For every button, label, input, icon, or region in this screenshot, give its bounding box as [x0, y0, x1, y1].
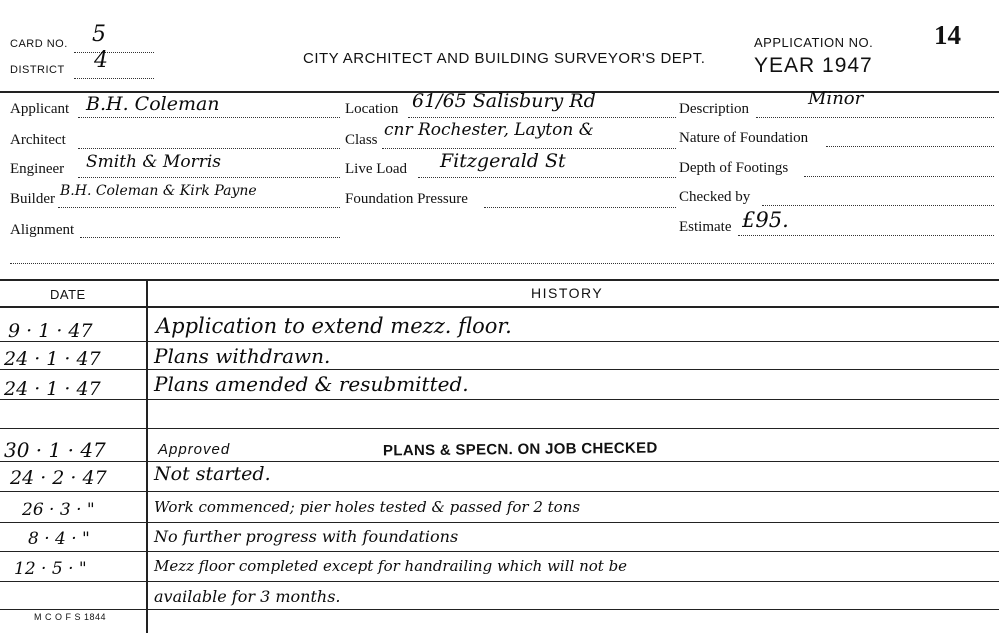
description-line	[756, 117, 994, 118]
row-history: No further progress with foundations	[154, 527, 459, 546]
row-date: 30 · 1 · 47	[4, 438, 106, 462]
checked-line	[762, 205, 994, 206]
row-rule	[0, 428, 999, 429]
engineer-line	[78, 177, 340, 178]
builder-label: Builder	[10, 191, 55, 207]
row-date: 26 · 3 · "	[22, 500, 95, 520]
engineer-value: Smith & Morris	[86, 152, 221, 172]
row-history: Approved	[158, 441, 231, 458]
table-top-rule	[0, 279, 999, 281]
checked-label: Checked by	[679, 189, 751, 205]
builder-value: B.H. Coleman & Kirk Payne	[60, 183, 257, 199]
liveload-line	[418, 177, 676, 178]
approval-stamp: PLANS & SPECN. ON JOB CHECKED	[382, 439, 658, 460]
builder-line	[58, 207, 340, 208]
liveload-label: Live Load	[345, 161, 408, 177]
class-label: Class	[345, 132, 378, 148]
applicant-label: Applicant	[10, 101, 70, 117]
location-value: 61/65 Salisbury Rd	[412, 90, 596, 112]
row-history: Not started.	[154, 463, 271, 485]
nature-line	[826, 146, 994, 147]
date-header: DATE	[50, 287, 86, 302]
foundation-pressure-label: Foundation Pressure	[345, 191, 468, 207]
year-label: YEAR 1947	[754, 54, 873, 77]
dept-title: CITY ARCHITECT AND BUILDING SURVEYOR'S DEPT.	[303, 50, 706, 67]
row-date: 24 · 1 · 47	[4, 378, 101, 400]
card-no-line	[74, 52, 154, 53]
architect-line	[78, 148, 340, 149]
row-rule	[0, 491, 999, 492]
architect-label: Architect	[10, 132, 66, 148]
row-rule	[0, 341, 999, 342]
row-rule	[0, 399, 999, 400]
row-date: 8 · 4 · "	[28, 529, 90, 549]
district-line	[74, 78, 154, 79]
row-rule	[0, 369, 999, 370]
district-label: DISTRICT	[10, 64, 65, 76]
application-label: APPLICATION NO.	[754, 35, 874, 50]
row-date: 24 · 2 · 47	[10, 467, 107, 489]
card-no-label: CARD NO.	[10, 38, 68, 50]
alignment-line	[80, 237, 340, 238]
row-date: 12 · 5 · "	[14, 559, 87, 579]
estimate-line	[738, 235, 994, 236]
row-rule	[0, 551, 999, 552]
row-history: Work commenced; pier holes tested & passed for 2 tons	[154, 498, 581, 516]
row-date: 9 · 1 · 47	[8, 320, 93, 342]
row-rule	[0, 461, 999, 462]
alignment-label: Alignment	[10, 222, 75, 238]
description-label: Description	[679, 101, 749, 117]
engineer-label: Engineer	[10, 161, 65, 177]
row-date: 24 · 1 · 47	[4, 348, 101, 370]
row-history: Plans withdrawn.	[154, 344, 331, 368]
application-value: 14	[934, 20, 961, 50]
card-no-value: 5	[92, 22, 106, 47]
estimate-label: Estimate	[679, 219, 732, 235]
form-code: M C O F S 1844	[34, 612, 107, 622]
district-value: 4	[94, 48, 108, 73]
depth-line	[804, 176, 994, 177]
location-line	[408, 117, 676, 118]
row-rule	[0, 581, 999, 582]
header-bottom-rule	[0, 306, 999, 308]
liveload-value: Fitzgerald St	[440, 150, 566, 172]
row-rule	[0, 522, 999, 523]
row-history: available for 3 months.	[154, 587, 341, 606]
class-value: cnr Rochester, Layton &	[384, 120, 594, 140]
class-line	[382, 148, 676, 149]
estimate-value: £95.	[742, 208, 789, 232]
row-history: Plans amended & resubmitted.	[154, 372, 469, 396]
nature-label: Nature of Foundation	[679, 130, 809, 146]
foundation-pressure-line	[484, 207, 676, 208]
depth-label: Depth of Footings	[679, 160, 789, 176]
extra-line	[10, 263, 994, 264]
applicant-line	[78, 117, 340, 118]
location-label: Location	[345, 101, 399, 117]
row-history: Mezz floor completed except for handrailing which will not be	[154, 557, 628, 575]
applicant-value: B.H. Coleman	[86, 93, 220, 115]
history-header: HISTORY	[531, 285, 604, 301]
row-rule	[0, 609, 999, 610]
row-history: Application to extend mezz. floor.	[156, 314, 512, 338]
description-value: Minor	[808, 88, 864, 109]
